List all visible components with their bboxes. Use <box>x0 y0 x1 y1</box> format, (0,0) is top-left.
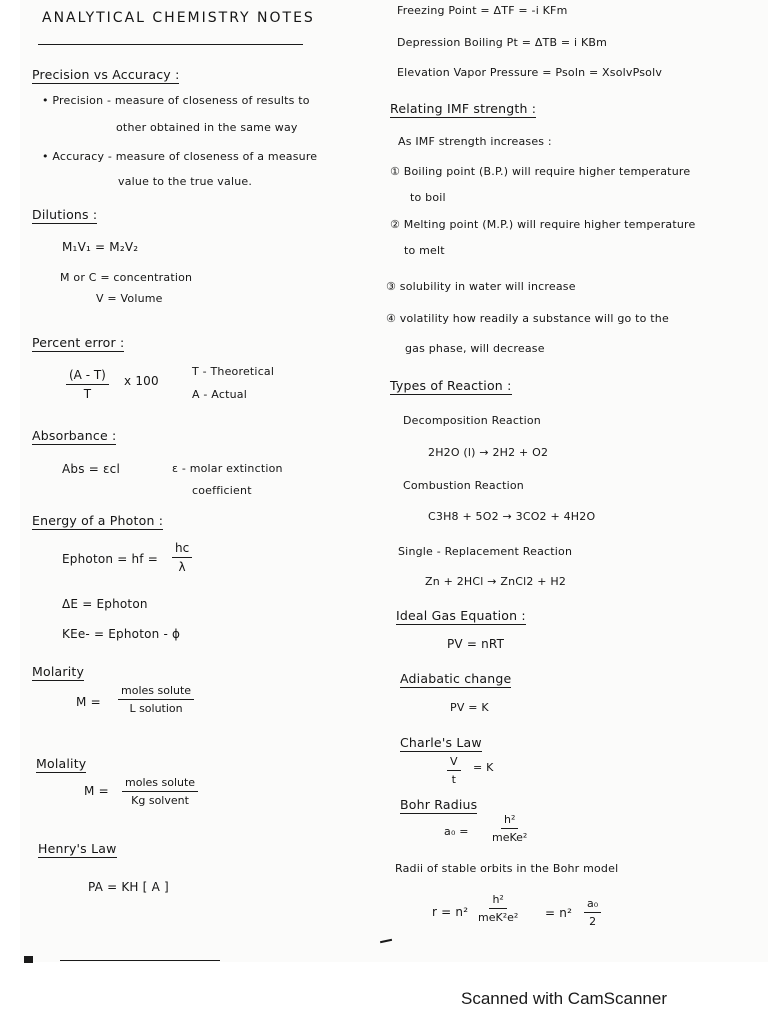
charles-law-fraction <box>447 755 461 786</box>
camscanner-watermark: Scanned with CamScanner <box>461 989 668 1008</box>
dilution-v-definition: V = Volume <box>96 292 163 305</box>
stable-orbit-fraction-2 <box>584 897 601 928</box>
bohr-radius-denominator: meKe² <box>492 831 528 844</box>
molarity-heading: Molarity <box>32 664 85 679</box>
precision-heading: Precision vs Accuracy : <box>32 67 180 82</box>
percent-error-multiplier: x 100 <box>124 374 159 388</box>
dilution-equation: M₁V₁ = M₂V₂ <box>62 240 139 254</box>
molality-numerator: moles solute <box>122 776 198 792</box>
imf-point-4: ④ volatility how readily a substance will go to the <box>386 312 669 325</box>
percent-error-t-definition: T - Theoretical <box>192 365 275 378</box>
charles-law-denominator: t <box>451 773 456 786</box>
dilutions-heading: Dilutions : <box>32 207 98 222</box>
stable-orbit-heading: Radii of stable orbits in the Bohr model <box>395 862 619 875</box>
charles-law-rhs: = K <box>473 761 494 774</box>
vapor-pressure-equation: Elevation Vapor Pressure = Psoln = XsolvPsolv <box>397 66 663 79</box>
absorbance-equation: Abs = εcl <box>62 462 120 476</box>
imf-point-1: ① Boiling point (B.P.) will require higher temperature <box>390 165 691 178</box>
precision-bullet-2: • Accuracy - measure of closeness of a measure <box>42 150 318 163</box>
page-title: ANALYTICAL CHEMISTRY NOTES <box>42 10 315 26</box>
photon-energy-lhs: Ephoton = hf = <box>62 552 158 566</box>
scan-corner-mark <box>24 956 33 963</box>
delta-e-equation: ΔE = Ephoton <box>62 597 148 611</box>
title-underline <box>38 44 303 45</box>
boiling-point-equation: Depression Boiling Pt = ΔTB = i KBm <box>397 36 608 49</box>
reaction-types-heading: Types of Reaction : <box>390 378 512 393</box>
stable-orbit-denominator-2: 2 <box>589 915 597 928</box>
molarity-numerator: moles solute <box>118 684 194 700</box>
bohr-radius-fraction <box>492 813 527 844</box>
stable-orbit-eq: = n² <box>545 906 573 920</box>
imf-point-2: ② Melting point (M.P.) will require higher temperature <box>390 218 696 231</box>
imf-point-4-cont: gas phase, will decrease <box>405 342 545 355</box>
percent-error-heading: Percent error : <box>32 335 125 350</box>
precision-bullet-1-cont: other obtained in the same way <box>116 121 298 134</box>
imf-point-2-cont: to melt <box>404 244 445 257</box>
decomposition-equation: 2H2O (l) → 2H2 + O2 <box>428 446 549 459</box>
stable-orbit-denominator: meK²e² <box>478 911 519 924</box>
imf-point-3: ③ solubility in water will increase <box>386 280 576 293</box>
precision-bullet-1: • Precision - measure of closeness of results to <box>42 94 310 107</box>
absorbance-definition-cont: coefficient <box>192 484 252 497</box>
freezing-point-equation: Freezing Point = ΔTF = -i KFm <box>397 4 568 17</box>
henrys-law-heading: Henry's Law <box>38 841 117 856</box>
molarity-fraction <box>118 684 194 715</box>
henrys-law-equation: PA = KH [ A ] <box>88 880 169 894</box>
percent-error-denominator: T <box>83 387 92 401</box>
molality-lhs: M = <box>84 784 109 798</box>
notes-paper <box>20 0 768 962</box>
percent-error-numerator: (A - T) <box>66 368 109 385</box>
imf-intro: As IMF strength increases : <box>398 135 552 148</box>
imf-point-1-cont: to boil <box>410 191 446 204</box>
molarity-lhs: M = <box>76 695 101 709</box>
percent-error-a-definition: A - Actual <box>192 388 247 401</box>
kinetic-energy-equation: KEe- = Ephoton - ϕ <box>62 627 181 641</box>
charles-law-numerator: V <box>447 755 461 771</box>
dilution-m-definition: M or C = concentration <box>60 271 193 284</box>
bohr-radius-numerator: h² <box>501 813 518 829</box>
single-replacement-heading: Single - Replacement Reaction <box>398 545 573 558</box>
molality-fraction <box>122 776 198 807</box>
scan-edge-line <box>60 960 220 961</box>
photon-energy-numerator: hc <box>172 541 192 558</box>
molarity-denominator: L solution <box>129 702 183 715</box>
stable-orbit-numerator-2: a₀ <box>584 897 601 913</box>
charles-law-heading: Charle's Law <box>400 735 482 750</box>
ideal-gas-heading: Ideal Gas Equation : <box>396 608 526 623</box>
precision-bullet-2-cont: value to the true value. <box>118 175 253 188</box>
combustion-heading: Combustion Reaction <box>403 479 524 492</box>
percent-error-fraction <box>66 368 109 401</box>
adiabatic-equation: PV = K <box>450 701 489 714</box>
absorbance-heading: Absorbance : <box>32 428 117 443</box>
photon-energy-denominator: λ <box>178 560 186 574</box>
photon-energy-fraction <box>172 541 192 574</box>
stable-orbit-fraction <box>478 893 518 924</box>
bohr-radius-lhs: a₀ = <box>444 825 469 838</box>
molality-heading: Molality <box>36 756 87 771</box>
absorbance-definition: ε - molar extinction <box>172 462 283 475</box>
imf-heading: Relating IMF strength : <box>390 101 537 116</box>
bohr-radius-heading: Bohr Radius <box>400 797 478 812</box>
combustion-equation: C3H8 + 5O2 → 3CO2 + 4H2O <box>428 510 596 523</box>
ideal-gas-equation: PV = nRT <box>447 637 505 651</box>
single-replacement-equation: Zn + 2HCl → ZnCl2 + H2 <box>425 575 567 588</box>
stable-orbit-numerator: h² <box>489 893 506 909</box>
molality-denominator: Kg solvent <box>131 794 189 807</box>
photon-energy-heading: Energy of a Photon : <box>32 513 164 528</box>
decomposition-heading: Decomposition Reaction <box>403 414 541 427</box>
adiabatic-heading: Adiabatic change <box>400 671 512 686</box>
stable-orbit-lhs: r = n² <box>432 905 469 919</box>
